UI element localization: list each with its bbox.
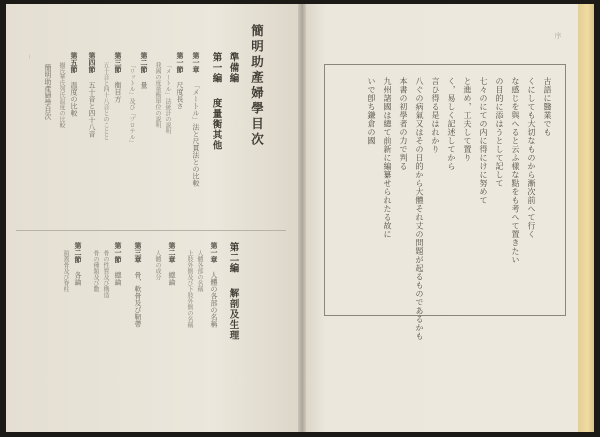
open-book xyxy=(6,4,594,432)
part2-section-2: 第二節 各論 xyxy=(74,242,83,286)
part2-subsection-6: 頭蓋骨及び脊柱 xyxy=(62,250,69,292)
part2-subsection-2: 上肢外側及び下肢外側の名稱 xyxy=(186,250,193,328)
part1-subsection-1: 「メートル」法統計の説明 xyxy=(164,62,171,134)
part1-label: 第一編 度量衡其他 xyxy=(210,52,222,151)
part2-subsection-5: 骨の種類及び數 xyxy=(92,250,99,292)
part2-chapter-1: 第一章 人體の各部の名稱 xyxy=(210,242,219,328)
preface-line-3: な感じを與へると云ふ樣な點をも考へて置きたい xyxy=(511,77,520,264)
part1-subsection-2: 我國の度量衡單位の説明 xyxy=(154,62,161,128)
part1-section-4: 第四節 五十音と四十八音 xyxy=(88,52,97,138)
toc-title: 簡明助產婦學目次 xyxy=(249,24,265,148)
preface-line-7: く，易しく記述してから xyxy=(447,77,456,171)
part1-section-2: 第二節 量 xyxy=(140,52,149,89)
part1-section-1: 第一節 尺度長さ xyxy=(176,52,185,110)
toc-divider xyxy=(16,230,286,231)
book-gutter xyxy=(298,4,306,432)
preface-title: 序 xyxy=(554,32,562,45)
part1-subsection-3: 「リットル」及び「プロテル」 xyxy=(128,62,135,146)
preface-line-9: 八ぐの病氣又はその日的から大體それ丈の問題が起るものであるかも xyxy=(415,77,424,341)
part2-subsection-1: 人體各部の名稱 xyxy=(196,250,203,292)
preface-line-10: 本書の初學者の力で判る xyxy=(399,77,408,171)
preface-line-11: 九州諸國は總て前新に編纂せられたる故に xyxy=(383,77,392,239)
preface-line-8: 言ひ得る是はれかり xyxy=(431,77,440,154)
part1-subsection-5: 攝氏華氏列氏温度の比較 xyxy=(58,62,65,128)
part1-section-5: 第五節 温度の比較 xyxy=(70,52,79,117)
left-page xyxy=(6,4,302,432)
preface-line-2: くにしても大切なものから漸次前へて行く xyxy=(527,77,536,239)
preface-frame xyxy=(324,64,566,341)
preface-line-12: いで卽ち鎌倉の國 xyxy=(367,77,376,145)
part2-chapter-2: 第二章 總論 xyxy=(168,242,177,286)
part1-section-3: 第三節 衡目方 xyxy=(114,52,123,103)
preface-line-5: 七々のにての内に得にけに努めて xyxy=(479,77,488,205)
part2-chapter-3: 第三章 骨，軟骨及び靭帶 xyxy=(134,242,143,328)
preface-line-6: と進め，工夫して置り xyxy=(463,77,472,162)
part1-chapter-1: 第一章 「メートル」法と尺貫法との比較 xyxy=(192,52,201,187)
toc-footer: 簡明助產婦學目次 xyxy=(44,64,52,120)
prep-part-label: 準備編 xyxy=(227,52,239,84)
part2-section-1: 第一節 總論 xyxy=(114,242,123,286)
preface-line-1: 古語に醫業でも xyxy=(543,77,552,137)
preface-line-4: の目的に添はうとして記して xyxy=(495,77,504,188)
part2-label: 第二編 解剖及生理 xyxy=(227,242,239,341)
part2-subsection-3: 人體の成分 xyxy=(154,250,161,280)
part1-subsection-4: 五十音と四十八音とのことと xyxy=(102,62,109,140)
part2-subsection-4: 骨の性質及び構造 xyxy=(102,250,109,298)
page-edge xyxy=(578,4,594,432)
page-markers: — xyxy=(26,54,32,59)
